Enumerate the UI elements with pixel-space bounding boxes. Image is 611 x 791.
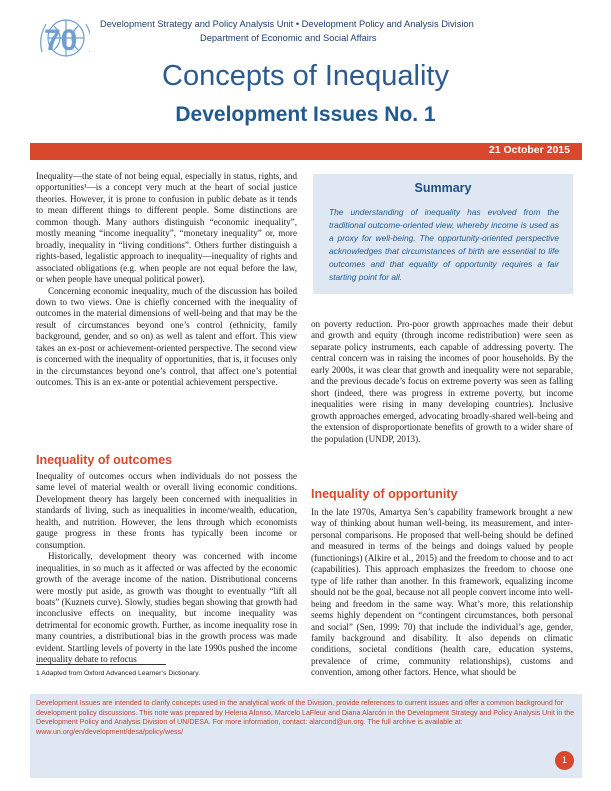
date-bar [30, 143, 582, 160]
intro-paragraph-1: Inequality—the state of not being equal, especially in status, rights, and opportunities¹—is a concept very much at the heart of social justice theories. However, it is prone to confusion in public debate as it tends to mean different things to different people. Some distinctions are common though. Many authors distinguish “economic inequality”, mostly meaning “income inequality”, “monetary inequality” or, more broadly, inequality in “living conditions”. Others further distinguish a rights-based, legalistic approach to inequality—inequality of rights and associated obligations (e.g. when people are not equal before the law, or when people have unequal political power). [36, 171, 297, 285]
page-title: Concepts of Inequality [162, 60, 449, 92]
intro-section [36, 171, 297, 389]
opportunity-paragraph-1: In the late 1970s, Amartya Sen’s capability framework brought a new way of thinking about human well-being, its measurement, and inter-personal comparisons. He proposed that well-being should be defined and measured in terms of the beings and doings valued by people (functionings) (Alkire et al., 2015) and the freedom to choose and to act (capabilities). This approach emphasizes the freedom to choose one type of life rather than another. In this framework, equalizing income should not be the goal, because not all people convert income into well-being and freedom in the same way. What’s more, this relationship seems highly dependent on “contingent circumstances, both personal and social” (Sen, 1999: 70) that include the individual’s age, gender, family background and disability. It also depends on climatic conditions, societal conditions (health care, education systems, prevalence of crime, community relationships), customs and convention, among other factors. Hence, what should be [311, 507, 573, 678]
footnote: 1 Adapted from Oxford Advanced Learner’s Dictionary. [36, 670, 200, 677]
header-unit-line: Development Strategy and Policy Analysis Unit • Development Policy and Analysis Division [100, 19, 474, 29]
right-paragraph-1: on poverty reduction. Pro-poor growth approaches made their debut and growth and equity (through income redistribution) were seen as separate policy instruments, each capable of addressing poverty. The central concern was in raising the incomes of poor households. By the early 2000s, it was clear that growth and inequality were not separable, and the previous decade’s focus on extreme poverty was seen as falling short (indeed, there was progress in extreme poverty, but income inequalities were rising in many developing countries). Inclusive growth approaches emerged, advocating broadly-shared well-being and the extension of disproportionate benefits of growth to a wider share of the population (UNDP, 2013). [311, 319, 573, 444]
summary-box [313, 174, 573, 294]
outcomes-section [36, 471, 297, 666]
outcomes-paragraph-2: Historically, development theory was concerned with income inequalities, in so much as it affected or was affected by the economic growth of the average income of the nation. Distributional concerns were mostly put aside, as growth was thought to eventually “lift all boats” (Kuznets curve). Slowly, studies began showing that growth had inconclusive effects on inequality, but income inequality was detrimental for economic growth. Further, as income inequality rose in many countries, a distributional bias in the growth process was made evident. Startling levels of poverty in the late 1990s pushed the income inequality debate to refocus [36, 551, 297, 665]
logo-text: 70 [44, 24, 78, 57]
footnote-rule [36, 664, 166, 665]
page-number: 1 [555, 751, 574, 770]
publication-date: 21 October 2015 [488, 144, 570, 156]
outcomes-heading: Inequality of outcomes [36, 453, 173, 467]
right-column-continuation [311, 319, 573, 445]
summary-heading: Summary [414, 181, 472, 195]
intro-paragraph-2: Concerning economic inequality, much of the discussion has boiled down to two views. One is chiefly concerned with the inequality of outcomes in the material dimensions of well-being and that may be the result of circumstances beyond one’s control (ethnicity, family background, gender, and so on) as well as talent and effort. This view takes an ex-post or achievement-oriented perspective. The second view is concerned with the inequality of opportunities, that is, it focuses only in the circumstances beyond one’s control, that affect one’s potential outcomes. This is an ex-ante or potential achievement perspective. [36, 285, 297, 388]
about-note-text: Development Issues are intended to clarify concepts used in the analytical work of the Division, provide references to current issues and offer a common background for development policy discussions. This note was prepared by Helena Afonso, Marcelo LaFleur and Diana Alarcón in the Development Strategy and Policy Analysis Unit in the Development Policy and Analysis Division of UN/DESA. For more information, contact: alarcond@un.org. The full archive is available at: www.un.org/en/development/desa/policy/wess/ [36, 699, 575, 736]
un-70-logo [34, 14, 90, 64]
header-department-line: Department of Economic and Social Affairs [200, 33, 377, 43]
opportunity-section [311, 507, 573, 679]
summary-text: The understanding of inequality has evolved from the traditional outcome-oriented view, whereby income is used as a proxy for well-being. The opportunity-oriented perspective acknowledges that circumstances of birth are essential to life outcomes and that equality of opportunity requires a fair starting point for all. [329, 207, 559, 283]
about-note-box [30, 694, 582, 778]
outcomes-paragraph-1: Inequality of outcomes occurs when individuals do not possess the same level of material wealth or overall living economic conditions. Development theory has largely been concerned with inequalities in standards of living, such as inequalities in income/wealth, education, health, and nutrition. However, the lens through which economists gauge progress in these fronts has typically been income or consumption. [36, 471, 297, 550]
page-subtitle: Development Issues No. 1 [175, 103, 436, 126]
opportunity-heading: Inequality of opportunity [311, 487, 458, 501]
